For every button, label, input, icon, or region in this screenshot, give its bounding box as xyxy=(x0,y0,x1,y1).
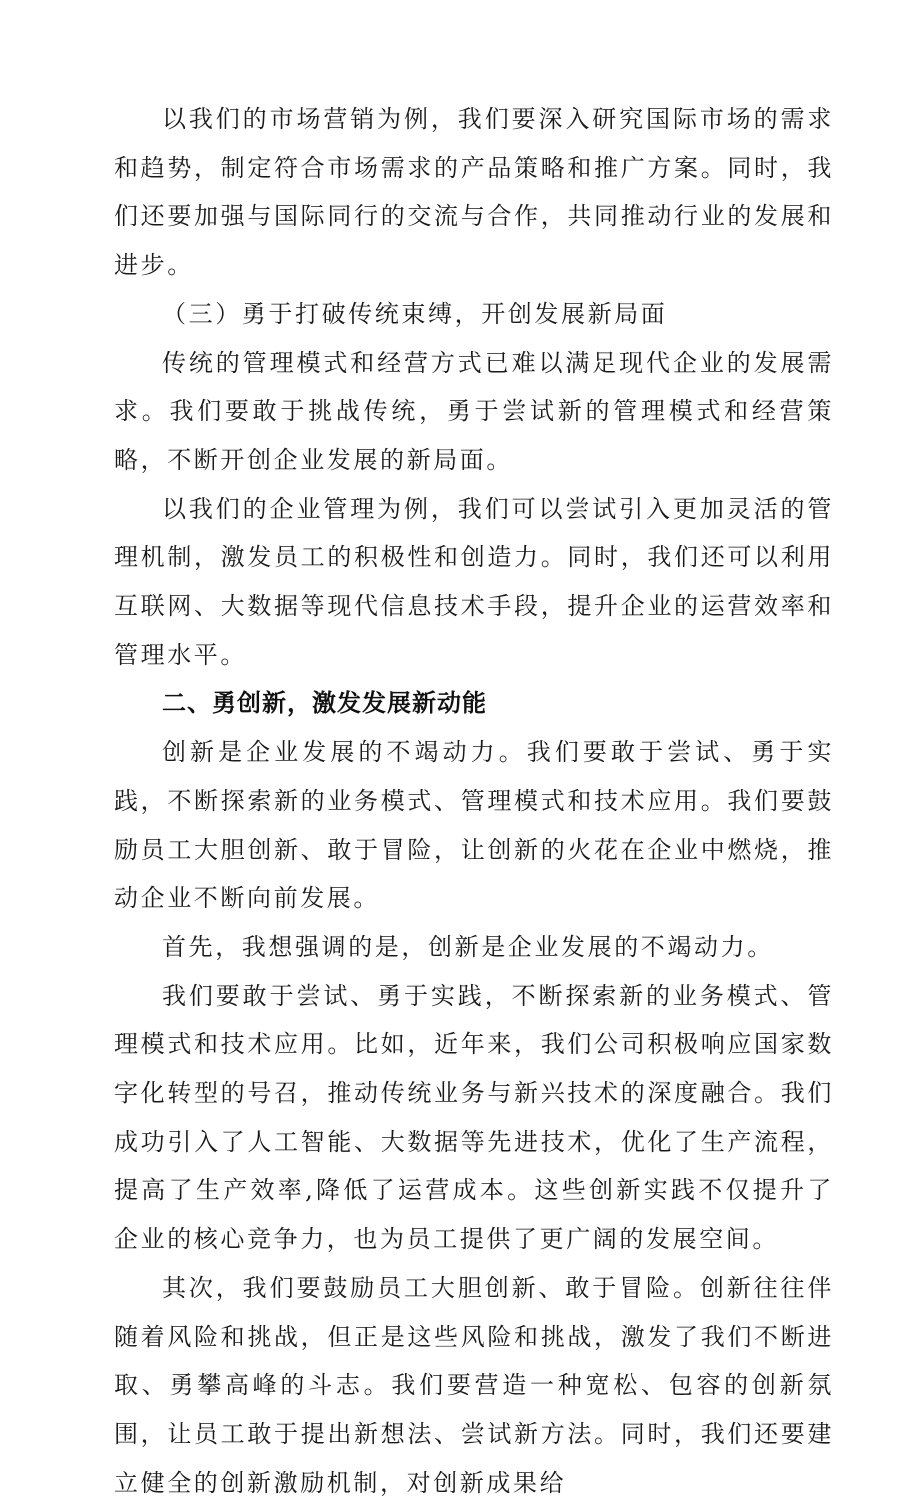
paragraph-digital-transformation: 我们要敢于尝试、勇于实践，不断探索新的业务模式、管理模式和技术应用。比如，近年来，我们公司积极响应国家数字化转型的号召，推动传统业务与新兴技术的深度融合。我们成功引入了人工智能、大数据等先进技术，优化了生产流程，提高了生产效率,降低了运营成本。这些创新实践不仅提升了企业的核心竞争力，也为员工提供了更广阔的发展空间。 xyxy=(114,981,834,1254)
paragraph-marketing-example: 以我们的市场营销为例，我们要深入研究国际市场的需求和趋势，制定符合市场需求的产品策略和推广方案。同时，我们还要加强与国际同行的交流与合作，共同推动行业的发展和进步。 xyxy=(114,105,834,280)
paragraph-second-point: 其次，我们要鼓励员工大胆创新、敢于冒险。创新往往伴随着风险和挑战，但正是这些风险和挑战，激发了我们不断进取、勇攀高峰的斗志。我们要营造一种宽松、包容的创新氛围，让员工敢于提出新想法、尝试新方法。同时，我们还要建立健全的创新激励机制，对创新成果给 xyxy=(114,1273,834,1497)
document-body xyxy=(114,95,834,1507)
paragraph-first-point: 首先，我想强调的是，创新是企业发展的不竭动力。 xyxy=(162,932,774,961)
subheading-break-tradition: （三）勇于打破传统束缚，开创发展新局面 xyxy=(162,299,668,328)
paragraph-management-example: 以我们的企业管理为例，我们可以尝试引入更加灵活的管理机制，激发员工的积极性和创造力。同时，我们还可以利用互联网、大数据等现代信息技术手段，提升企业的运营效率和管理水平。 xyxy=(114,494,834,669)
paragraph-innovation-driver: 创新是企业发展的不竭动力。我们要敢于尝试、勇于实践，不断探索新的业务模式、管理模式和技术应用。我们要鼓励员工大胆创新、敢于冒险，让创新的火花在企业中燃烧，推动企业不断向前发展。 xyxy=(114,738,834,913)
section-heading-innovation: 二、勇创新，激发发展新动能 xyxy=(162,689,487,718)
paragraph-traditional-management: 传统的管理模式和经营方式已难以满足现代企业的发展需求。我们要敢于挑战传统，勇于尝试新的管理模式和经营策略，不断开创企业发展的新局面。 xyxy=(114,348,834,474)
